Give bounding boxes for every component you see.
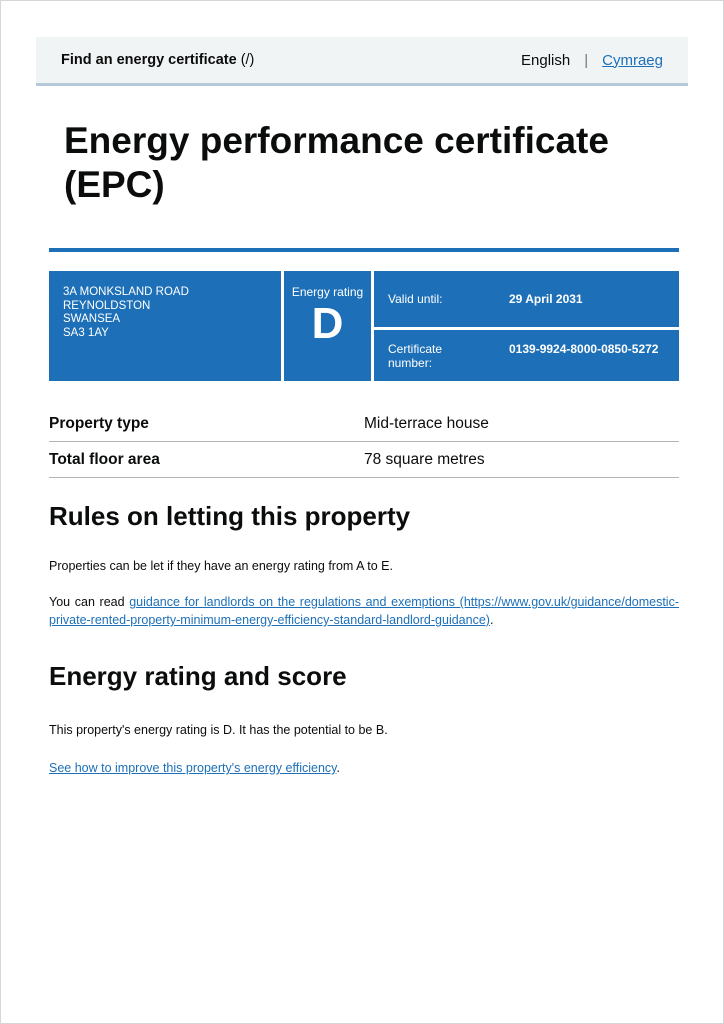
property-details-table: [49, 406, 679, 478]
guidance-paragraph-suffix: .: [489, 613, 494, 627]
floor-area-value: 78 square metres: [364, 451, 485, 468]
guidance-paragraph-prefix: You can read: [49, 595, 130, 609]
floor-area-label: Total floor area: [49, 451, 160, 468]
energy-rating-label: Energy rating: [291, 285, 364, 299]
main-content: [49, 119, 679, 777]
certificate-number-label: Certificate number:: [388, 342, 443, 370]
valid-until-label: Valid until:: [388, 292, 443, 306]
property-address: [49, 271, 281, 381]
certificate-number-value: 0139-9924-8000-0850-5272: [509, 342, 659, 356]
certificate-number-row: [374, 330, 679, 381]
improve-paragraph: [49, 759, 679, 777]
rating-summary-paragraph: This property's energy rating is D. It has the potential to be B.: [49, 723, 388, 737]
address-line-2: REYNOLDSTON: [63, 299, 151, 312]
valid-until-row: [374, 271, 679, 327]
energy-rating-value: D: [311, 299, 344, 348]
valid-until-value: 29 April 2031: [509, 292, 583, 306]
landlord-guidance-link[interactable]: guidance for landlords on the regulations and exemptions (https://www.gov.uk/guidance/domestic-private-rented-property-minimum-energy-efficiency-standard-landlord-guidance): [49, 595, 679, 627]
certificate-summary-box: [49, 271, 679, 381]
language-current-english: English: [521, 51, 571, 69]
table-row-property-type: [49, 406, 679, 442]
guidance-paragraph: [49, 593, 679, 629]
rules-paragraph: Properties can be let if they have an energy rating from A to E.: [49, 559, 393, 573]
page-title: Energy performance certificate (EPC): [64, 120, 609, 205]
address-line-3: SWANSEA: [63, 313, 121, 325]
table-row-floor-area: [49, 442, 679, 478]
language-separator: |: [584, 51, 589, 69]
energy-rating-section-heading: Energy rating and score: [49, 661, 347, 691]
address-line-4: SA3 1AY: [63, 326, 109, 339]
property-type-label: Property type: [49, 415, 149, 432]
service-name-href-suffix: (/): [236, 52, 255, 68]
rules-section-heading: Rules on letting this property: [49, 501, 411, 531]
property-type-value: Mid-terrace house: [364, 415, 489, 432]
service-name-link[interactable]: [61, 52, 254, 68]
service-name-label: Find an energy certificate: [61, 52, 237, 68]
energy-rating-badge: [284, 271, 371, 381]
certificate-meta: [374, 271, 679, 381]
address-line-1: 3A MONKSLAND ROAD: [63, 286, 189, 298]
improve-efficiency-link[interactable]: See how to improve this property's energy efficiency: [49, 761, 337, 775]
improve-paragraph-suffix: .: [336, 761, 340, 775]
section-divider-rule: [49, 248, 679, 252]
language-switcher: [521, 52, 663, 69]
language-link-cymraeg[interactable]: Cymraeg: [602, 51, 663, 69]
site-header: [36, 37, 688, 86]
